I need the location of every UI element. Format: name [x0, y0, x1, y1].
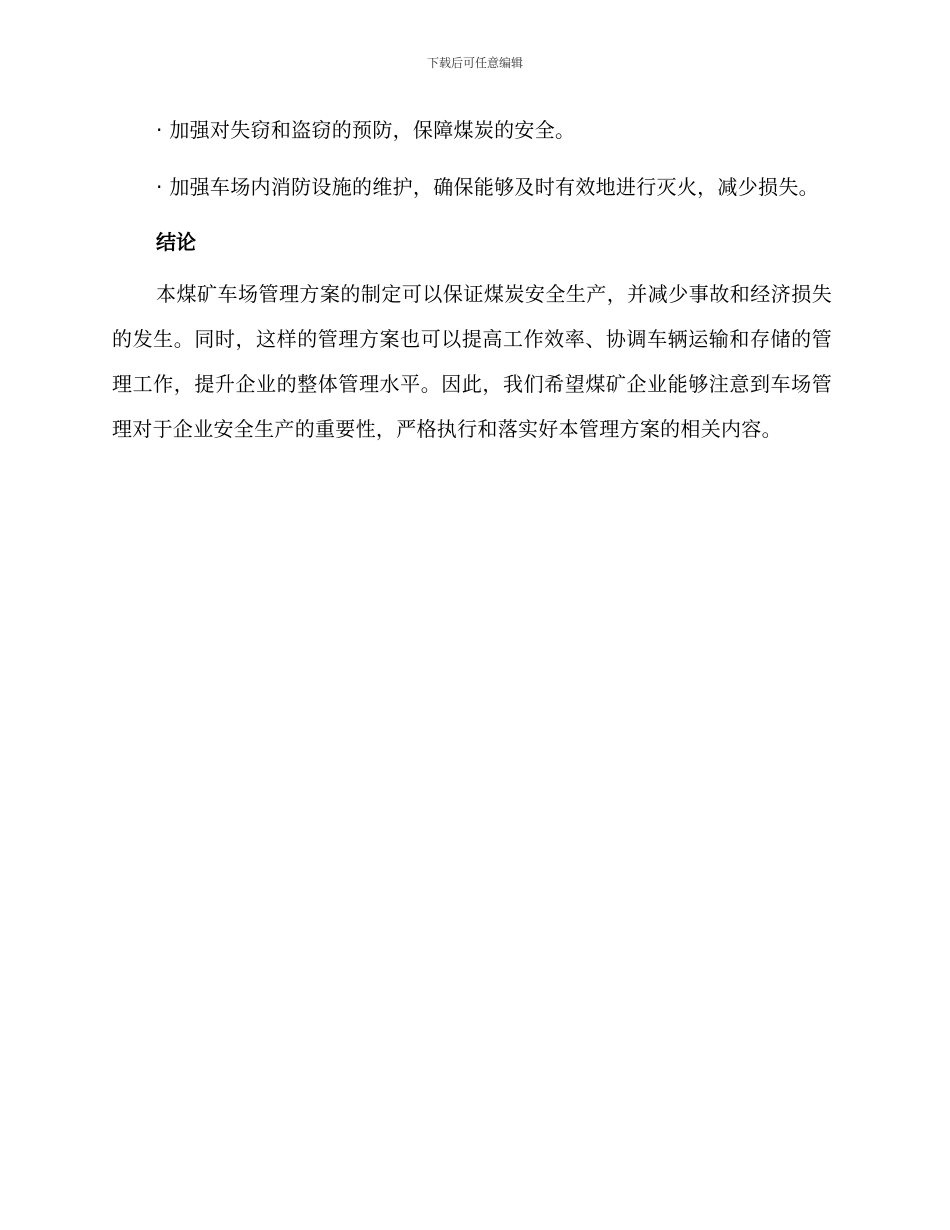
header-note: 下载后可任意编辑 — [426, 56, 523, 70]
document-body — [112, 108, 832, 464]
bullet-item-theft-prevention: · 加强对失窃和盗窃的预防，保障煤炭的安全。 — [156, 118, 576, 142]
section-heading-conclusion: 结论 — [156, 230, 196, 254]
conclusion-paragraph: 本煤矿车场管理方案的制定可以保证煤炭安全生产，并减少事故和经济损失的发生。同时，这样的管理方案也可以提高工作效率、协调车辆运输和存储的管理工作，提升企业的整体管理水平。因此，我们希望煤矿企业能够注意到车场管理对于企业安全生产的重要性，严格执行和落实好本管理方案的相关内容。 — [112, 282, 832, 441]
bullet-item-fire-facilities: · 加强车场内消防设施的维护，确保能够及时有效地进行灭火，减少损失。 — [156, 175, 819, 199]
